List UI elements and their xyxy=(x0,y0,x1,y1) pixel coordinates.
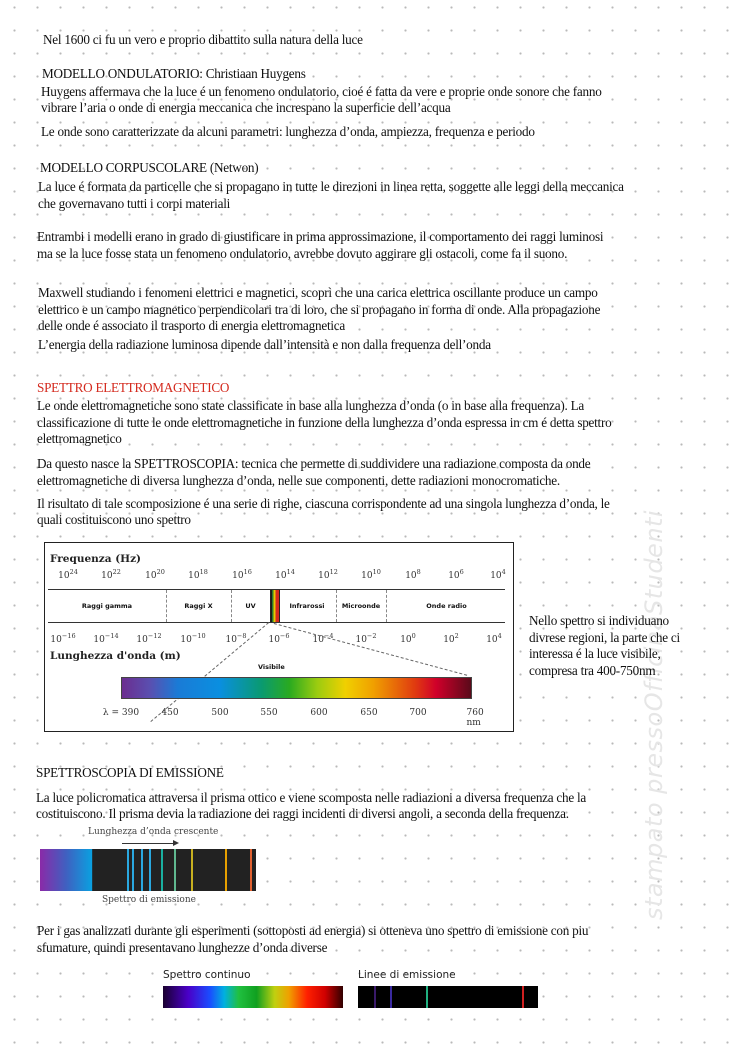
gases-text-2: sfumature, quindi presentavano lunghezze d’onda diverse xyxy=(37,940,328,955)
both-models-text-1: Entrambi i modelli erano in grado di giustificare in prima approssimazione, il comportamento dei raggi luminosi xyxy=(37,229,604,244)
wl-tick: $10^0$ xyxy=(400,632,416,645)
em-spectrum-heading: SPETTRO ELETTROMAGNETICO xyxy=(37,380,230,395)
lambda-tick: 450 xyxy=(161,708,179,718)
spectrum-band xyxy=(48,589,505,623)
emission-line xyxy=(174,849,176,891)
wl-tick: $10^4$ xyxy=(486,632,502,645)
lambda-tick: 650 xyxy=(360,708,378,718)
both-models-text-2: ma se la luce fosse stata un fenomeno ondulatorio, avrebbe dovuto aggirare gli ostacoli, come fa il suono. xyxy=(37,246,568,261)
zoom-guide-right xyxy=(274,623,467,676)
continuous-spectrum-bar xyxy=(163,986,343,1008)
em-spectrum-text-2: classificazione di tutte le onde elettromagnetiche in funzione della lunghezza d’onda espressa in cm é detta spettro xyxy=(37,415,612,430)
freq-tick: $10^8$ xyxy=(405,568,421,581)
emission-strip xyxy=(40,849,256,891)
em-spectrum-figure xyxy=(44,542,514,732)
spectroscopy-text-2: elettromagnetiche di diversa lunghezza d’onda, nelle sue componenti, dette radiazioni monocromatiche. xyxy=(37,473,560,488)
result-text-2: quali costituiscono uno spettro xyxy=(37,512,191,527)
emission-text-2: costituiscono. Il prisma devia la radiazione dei raggi incidenti di diversi angoli, a seconda della frequenza. xyxy=(36,806,569,821)
spectroscopy-text-1: Da questo nasce la SPETTROSCOPIA: tecnica che permette di suddividere una radiazione composta da onde xyxy=(37,456,591,471)
emission-line xyxy=(149,849,151,891)
wl-tick: $10^{-2}$ xyxy=(355,632,377,645)
lambda-tick: 500 xyxy=(211,708,229,718)
result-text-1: Il risultato di tale scomposizione é una serie di righe, ciascuna corrispondente ad una singola lunghezza d’onda, le xyxy=(37,496,610,511)
freq-tick: $10^{12}$ xyxy=(318,568,338,581)
freq-tick: $10^{24}$ xyxy=(58,568,78,581)
wavelength-axis-title: Lunghezza d'onda (m) xyxy=(50,650,181,662)
freq-tick: $10^{14}$ xyxy=(275,568,295,581)
freq-tick: $10^4$ xyxy=(490,568,506,581)
emission-lines-label: Linee di emissione xyxy=(358,969,456,981)
lambda-tick: 550 xyxy=(260,708,278,718)
emission-line xyxy=(141,849,143,891)
wl-tick: $10^{-10}$ xyxy=(180,632,206,645)
emission-line xyxy=(161,849,163,891)
wl-tick: $10^{-4}$ xyxy=(312,632,334,645)
emission-line xyxy=(132,849,134,891)
em-spectrum-text-3: elettromagnetico xyxy=(37,431,122,446)
emission-line xyxy=(426,986,428,1008)
freq-tick: $10^{18}$ xyxy=(188,568,208,581)
lambda-tick: 760 nm xyxy=(466,708,484,728)
maxwell-text-4: L’energia della radiazione luminosa dipende dall’intensità e non dalla frequenza dell’onda xyxy=(38,337,491,352)
visible-rainbow xyxy=(121,677,472,699)
visible-label: Visibile xyxy=(258,663,285,671)
emission-caption: Spettro di emissione xyxy=(102,895,196,905)
wave-params-text: Le onde sono caratterizzate da alcuni parametri: lunghezza d’onda, ampiezza, frequenza e periodo xyxy=(41,124,535,139)
freq-tick: $10^{10}$ xyxy=(361,568,381,581)
wave-model-text-2: vibrare l’aria o onde di energia meccanica che increspano la superficie dell’acqua xyxy=(41,100,451,115)
emission-line xyxy=(250,849,252,891)
wl-tick: $10^{-6}$ xyxy=(268,632,290,645)
wave-model-text-1: Huygens affermava che la luce é un fenomeno ondulatorio, cioé é fatta da vere e proprie onde sonore che fanno xyxy=(41,84,602,99)
freq-tick: $10^{16}$ xyxy=(232,568,252,581)
region-infrared: Infrarossi xyxy=(289,602,325,610)
maxwell-text-2: elettrico e un campo magnetico perpendicolari tra di loro, che si propagano in forma di onde. Alla propagazione xyxy=(38,302,601,317)
wavelength-caption: Lunghezza d’onda crescente xyxy=(88,827,219,837)
freq-tick: $10^{20}$ xyxy=(145,568,165,581)
region-gamma: Raggi gamma xyxy=(81,602,133,610)
corpuscular-text-1: La luce é formata da particelle che si propagano in tutte le direzioni in linea retta, soggette alle leggi della meccanica xyxy=(38,179,624,194)
emission-line xyxy=(390,986,392,1008)
emission-lines-bar xyxy=(358,986,538,1008)
region-xray: Raggi X xyxy=(184,602,213,610)
corpuscular-text-2: che governavano tutti i corpi materiali xyxy=(38,196,231,211)
lambda-tick: λ = 390 xyxy=(102,708,140,718)
emission-line xyxy=(127,849,129,891)
wl-tick: $10^{-12}$ xyxy=(136,632,162,645)
continuous-label: Spettro continuo xyxy=(163,969,251,981)
em-spectrum-text-1: Le onde elettromagnetiche sono state classificate in base alla lunghezza d’onda (o in base alla frequenza). La xyxy=(37,398,584,413)
freq-tick: $10^6$ xyxy=(448,568,464,581)
region-radio: Onde radio xyxy=(426,602,467,610)
emission-text-1: La luce policromatica attraversa il prisma ottico e viene scomposta nelle radiazioni a diversa frequenza che la xyxy=(36,790,587,805)
intro-text: Nel 1600 ci fu un vero e proprio dibattito sulla natura della luce xyxy=(43,32,363,47)
region-uv: UV xyxy=(245,602,256,610)
region-microwave: Microonde xyxy=(341,602,381,610)
emission-spectrum-figure xyxy=(40,820,256,910)
freq-tick: $10^{22}$ xyxy=(101,568,121,581)
side-note: Nello spettro si individuano divrese regioni, la parte che ci interessa é la luce visibile, compresa tra 400-750nm xyxy=(529,613,680,678)
emission-line xyxy=(191,849,193,891)
lambda-tick: 600 xyxy=(310,708,328,718)
emission-heading: SPETTROSCOPIA DI EMISSIONE xyxy=(36,765,224,780)
emission-line xyxy=(374,986,376,1008)
corpuscular-model-heading: MODELLO CORPUSCOLARE (Netwon) xyxy=(40,160,259,175)
wave-model-heading: MODELLO ONDULATORIO: Christiaan Huygens xyxy=(42,66,306,81)
maxwell-text-3: delle onde é associato il trasporto di energia elettromagnetica xyxy=(38,318,345,333)
wl-tick: $10^2$ xyxy=(443,632,459,645)
wl-tick: $10^{-8}$ xyxy=(225,632,247,645)
watermark: stampato pressoOfficinaStudenti xyxy=(640,509,668,920)
frequency-axis-title: Frequenza (Hz) xyxy=(50,553,142,565)
maxwell-text-1: Maxwell studiando i fenomeni elettrici e magnetici, scoprì che una carica elettrica oscillante produce un campo xyxy=(38,285,598,300)
gases-text-1: Per i gas analizzati durante gli esperimenti (sottoposti ad energia) si otteneva uno spettro di emissione con piu xyxy=(37,923,589,938)
emission-line xyxy=(225,849,227,891)
arrow-right-icon xyxy=(122,843,177,844)
wl-tick: $10^{-16}$ xyxy=(50,632,76,645)
emission-line xyxy=(522,986,524,1008)
wl-tick: $10^{-14}$ xyxy=(93,632,119,645)
lambda-tick: 700 xyxy=(409,708,427,718)
